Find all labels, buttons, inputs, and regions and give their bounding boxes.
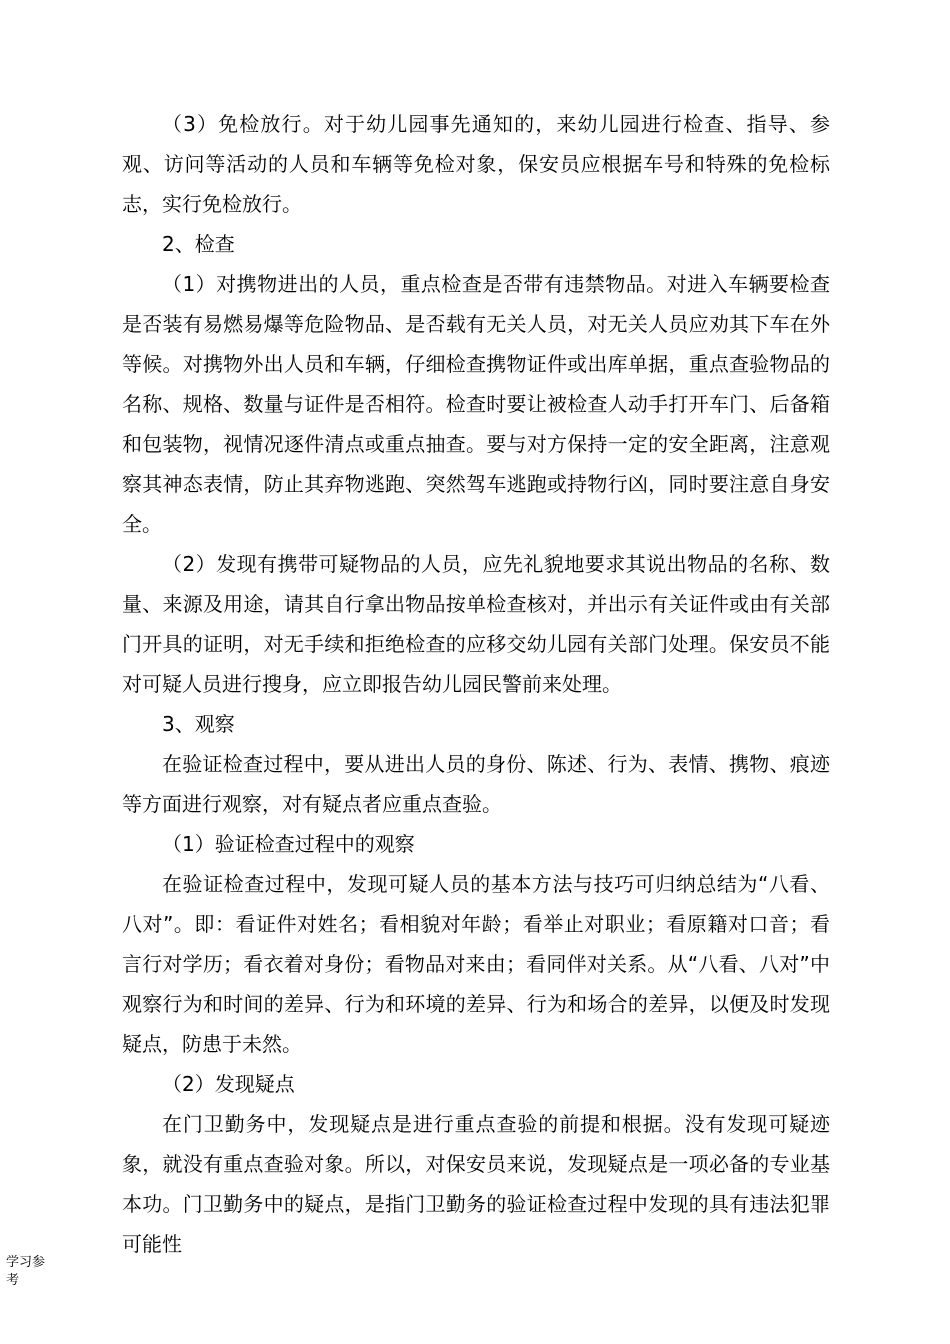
paragraph-suspicious-items: （2）发现有携带可疑物品的人员，应先礼貌地要求其说出物品的名称、数量、来源及用途，请其自行拿出物品按单检查核对，并出示有关证件或由有关部门开具的证明，对无手续和拒绝检查的应移交幼儿园有关部门处理。保安员不能对可疑人员进行搜身，应立即报告幼儿园民警前来处理。	[122, 552, 830, 696]
paragraph-doubts: 在门卫勤务中，发现疑点是进行重点查验的前提和根据。没有发现可疑迹象，就没有重点查验对象。所以，对保安员来说，发现疑点是一项必备的专业基本功。门卫勤务中的疑点，是指门卫勤务的验证检查过程中发现的具有违法犯罪可能性	[122, 1112, 830, 1256]
paragraph-inspect-carried-items: （1）对携物进出的人员，重点检查是否带有违禁物品。对进入车辆要检查是否装有易燃易爆等危险物品、是否载有无关人员，对无关人员应劝其下车在外等候。对携物外出人员和车辆，仔细检查携物证件或出库单据，重点查验物品的名称、规格、数量与证件是否相符。检查时要让被检查人动手打开车门、后备箱和包装物，视情况逐件清点或重点抽查。要与对方保持一定的安全距离，注意观察其神态表情，防止其弃物逃跑、突然驾车逃跑或持物行凶，同时要注意自身安全。	[122, 272, 830, 536]
subheading-observation-during-check: （1）验证检查过程中的观察	[162, 832, 415, 856]
paragraph-observation-intro: 在验证检查过程中，要从进出人员的身份、陈述、行为、表情、携物、痕迹等方面进行观察，对有疑点者应重点查验。	[122, 752, 830, 816]
heading-inspection: 2、检查	[162, 232, 235, 256]
subheading-find-doubts: （2）发现疑点	[162, 1072, 295, 1096]
document-body	[122, 104, 830, 1264]
heading-observation: 3、观察	[162, 712, 235, 736]
paragraph-eight-looks: 在验证检查过程中，发现可疑人员的基本方法与技巧可归纳总结为“八看、八对”。即：看证件对姓名；看相貌对年龄；看举止对职业；看原籍对口音；看言行对学历；看衣着对身份；看物品对来由；看同伴对关系。从“八看、八对”中观察行为和时间的差异、行为和环境的差异、行为和场合的差异，以便及时发现疑点，防患于未然。	[122, 872, 830, 1056]
footer-label: 学习参考	[6, 1255, 46, 1288]
paragraph-exemption-release: （3）免检放行。对于幼儿园事先通知的，来幼儿园进行检查、指导、参观、访问等活动的人员和车辆等免检对象，保安员应根据车号和特殊的免检标志，实行免检放行。	[122, 112, 830, 216]
